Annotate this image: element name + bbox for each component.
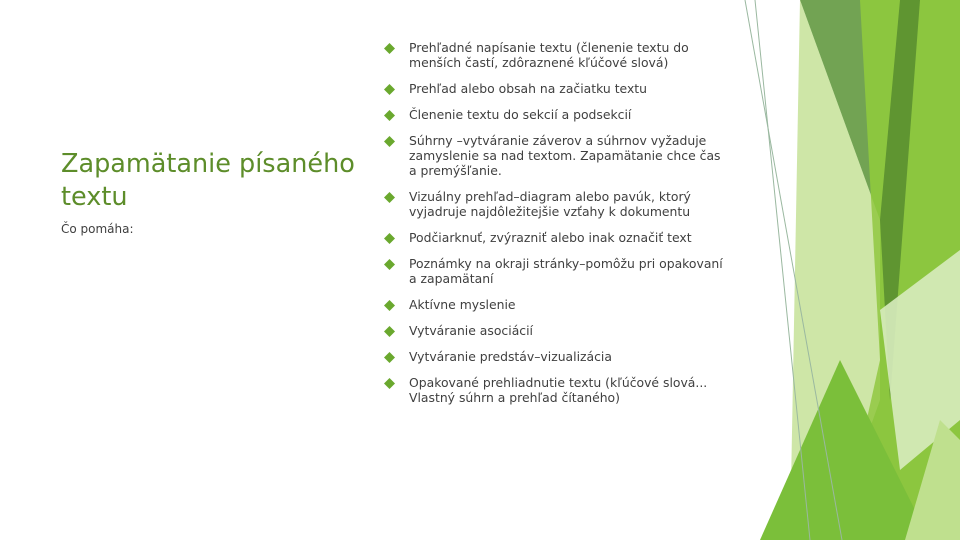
bullet-text: Opakované prehliadnutie textu (kľúčové slová... Vlastný súhrn a prehľad čítaného) xyxy=(409,375,708,405)
diamond-bullet-icon xyxy=(384,43,395,54)
bullet-item xyxy=(384,40,729,70)
slide-title: Zapamätanie písaného textu xyxy=(61,149,355,212)
bullet-item xyxy=(384,107,729,122)
diamond-bullet-icon xyxy=(384,84,395,95)
diamond-bullet-icon xyxy=(384,378,395,389)
bullet-item xyxy=(384,256,729,286)
diamond-bullet-icon xyxy=(384,300,395,311)
bullet-text: Prehľad alebo obsah na začiatku textu xyxy=(409,81,648,96)
bullet-item xyxy=(384,133,729,178)
bullet-text: Podčiarknuť, zvýrazniť alebo inak označiť text xyxy=(409,230,692,245)
diamond-bullet-icon xyxy=(384,192,395,203)
bullet-list xyxy=(384,40,729,416)
diamond-bullet-icon xyxy=(384,233,395,244)
diamond-bullet-icon xyxy=(384,326,395,337)
diamond-bullet-icon xyxy=(384,110,395,121)
bullet-item xyxy=(384,230,729,245)
diamond-bullet-icon xyxy=(384,352,395,363)
bullet-text: Aktívne myslenie xyxy=(409,297,516,312)
bullet-text: Súhrny –vytváranie záverov a súhrnov vyžaduje zamyslenie sa nad textom. Zapamätanie chce čas a premýšľanie. xyxy=(409,133,721,178)
bullet-text: Vytváranie predstáv–vizualizácia xyxy=(409,349,612,364)
bullet-text: Členenie textu do sekcií a podsekcií xyxy=(409,107,632,122)
bullet-text: Poznámky na okraji stránky–pomôžu pri opakovaní a zapamätaní xyxy=(409,256,723,286)
bullet-item xyxy=(384,375,729,405)
bullet-item xyxy=(384,189,729,219)
bullet-text: Prehľadné napísanie textu (členenie textu do menších častí, zdôraznené kľúčové slová) xyxy=(409,40,689,70)
bullet-text: Vizuálny prehľad–diagram alebo pavúk, ktorý vyjadruje najdôležitejšie vzťahy k dokumentu xyxy=(409,189,691,219)
bullet-item xyxy=(384,323,729,338)
diamond-bullet-icon xyxy=(384,136,395,147)
bullet-item xyxy=(384,297,729,312)
diamond-bullet-icon xyxy=(384,259,395,270)
bullet-item xyxy=(384,81,729,96)
bullet-item xyxy=(384,349,729,364)
slide-subtitle: Čo pomáha: xyxy=(61,222,134,236)
bullet-text: Vytváranie asociácií xyxy=(409,323,533,338)
